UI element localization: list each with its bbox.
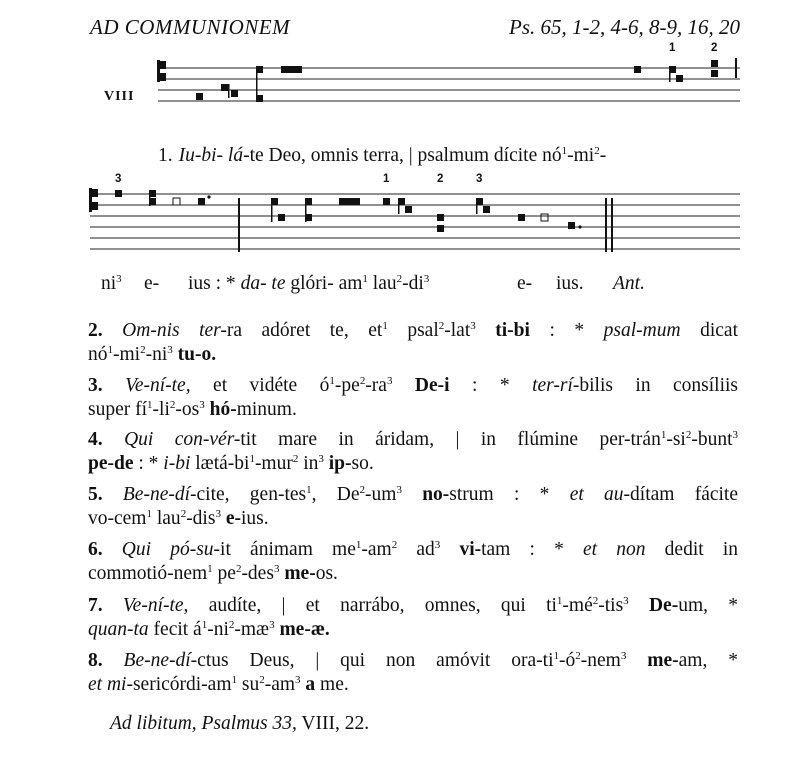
verse-text: e- — [225, 508, 241, 529]
verse-text: ter-rí- — [532, 375, 580, 396]
verse-text: psal — [387, 320, 439, 341]
verse-superscript: 2 — [575, 650, 581, 662]
verse-text — [402, 484, 422, 505]
episema-number: 2 — [711, 42, 718, 54]
episema-number: 2 — [437, 173, 444, 185]
verse-text: os. — [315, 563, 338, 584]
episema-number: 1 — [383, 173, 390, 185]
verse-text: Be-ne-dí- — [123, 650, 198, 671]
verse-superscript: 1 — [556, 595, 563, 607]
verse-3 — [88, 374, 738, 422]
verse-text: tam : * — [481, 539, 584, 560]
verse-text: no- — [422, 484, 450, 505]
verse-number: 7. — [88, 595, 103, 616]
verse-number: 4. — [88, 429, 103, 450]
verse-superscript: 1 — [201, 619, 208, 631]
verse-text: um, * — [678, 595, 739, 616]
verse-superscript: 2 — [685, 429, 692, 441]
verse-text: -li — [152, 399, 170, 420]
verse-superscript: 2 — [359, 484, 366, 496]
verse-superscript: 3 — [423, 273, 430, 285]
verse-8 — [88, 649, 738, 697]
verse-superscript: 3 — [269, 619, 275, 631]
episema-number: 3 — [115, 173, 122, 185]
verse-line — [88, 374, 738, 398]
verse-superscript: 3 — [199, 399, 205, 411]
verse-text: De-i — [414, 375, 450, 396]
verse-text: Iu-bi- lá- — [178, 145, 250, 166]
verse-text: : * — [529, 320, 604, 341]
verse-text: nó — [88, 344, 108, 365]
verse-text: Be-ne-dí- — [122, 484, 197, 505]
verse-text: -mæ — [234, 619, 270, 640]
verse-text: -nem — [580, 650, 621, 671]
verse-superscript: 2 — [292, 453, 299, 465]
c-clef-icon — [89, 188, 98, 212]
verse-superscript: 1 — [355, 539, 362, 551]
verse-text: : * — [133, 453, 164, 474]
verse-superscript: 2 — [594, 145, 600, 157]
verse-text: -si — [666, 429, 686, 450]
verse-text: Ve-ní-te, — [122, 595, 189, 616]
verse-line — [88, 319, 738, 343]
verse-superscript: 3 — [396, 484, 402, 496]
verse-text: ra adóret te, et — [226, 320, 383, 341]
verse-text: Qui pó-su- — [121, 539, 221, 560]
verse-text — [392, 375, 414, 396]
verse-number: 1. — [158, 145, 173, 166]
verse-superscript: 1 — [362, 273, 368, 285]
verse-text: - — [599, 145, 607, 166]
episema-number: 1 — [669, 42, 676, 54]
verse-text: -um — [365, 484, 397, 505]
verse-text: so. — [351, 453, 374, 474]
verse-6 — [88, 538, 738, 586]
verse-text: -bunt — [691, 429, 733, 450]
verse-text: da- te — [240, 273, 286, 294]
verse-text: hó- — [209, 399, 237, 420]
verse-4 — [88, 428, 738, 476]
underlay-syllable — [144, 272, 159, 296]
verse-number: 8. — [88, 650, 103, 671]
verse-line — [88, 483, 738, 507]
verse-superscript: 3 — [295, 674, 301, 686]
verse-text: cite, gen-tes — [196, 484, 307, 505]
verse-7 — [88, 594, 738, 642]
verse-superscript: 2 — [592, 595, 599, 607]
verse-text: -mé — [562, 595, 593, 616]
verse-text: -tis — [598, 595, 624, 616]
verse-text — [629, 595, 649, 616]
verse-text: in — [298, 453, 319, 474]
verse-text: -am — [361, 539, 392, 560]
verse-text: et vidéte ó — [190, 375, 330, 396]
verse-text: su — [237, 674, 260, 695]
verse-text: it ánimam me — [220, 539, 356, 560]
verse-line — [88, 594, 738, 618]
verse-line — [88, 618, 738, 642]
verse-text: me- — [284, 563, 316, 584]
verse-text: -des — [241, 563, 274, 584]
verse-superscript: 3 — [318, 453, 324, 465]
verse-superscript: 2 — [259, 674, 265, 686]
verse-superscript: 3 — [470, 320, 476, 332]
verse-superscript: 1 — [231, 674, 237, 686]
verse-superscript: 1 — [207, 563, 213, 575]
verse-text: -di — [402, 273, 424, 294]
page-title: AD COMMUNIONEM — [90, 15, 291, 39]
verse-text: -ó — [558, 650, 576, 671]
verse-text: et non — [583, 539, 646, 560]
verse-line — [88, 507, 738, 531]
verse-text: tu-o. — [177, 344, 217, 365]
underlay-syllable — [556, 272, 584, 296]
verse-text: audíte, | et narrábo, omnes, qui ti — [188, 595, 557, 616]
verse-superscript: 2 — [235, 563, 242, 575]
verse-text: sericórdi-am — [132, 674, 232, 695]
underlay-syllable — [517, 272, 532, 296]
verse-superscript: 2 — [169, 399, 176, 411]
verse-superscript: 1 — [553, 650, 559, 662]
verse-text: Ve-ní-te, — [125, 375, 191, 396]
verse-superscript: 1 — [249, 453, 255, 465]
episema-number: 3 — [476, 173, 483, 185]
verse-text: -mur — [254, 453, 293, 474]
verse-5 — [88, 483, 738, 531]
verse-superscript: 3 — [273, 563, 280, 575]
verse-superscript: 2 — [391, 539, 398, 551]
verse-text — [440, 539, 459, 560]
verse-text: -dis — [186, 508, 216, 529]
verse-text: ius. — [556, 273, 584, 294]
neumes-staff-2 — [115, 190, 613, 252]
verse-text: lau — [367, 273, 397, 294]
verse-number: 3. — [88, 375, 103, 396]
underlay-syllable — [188, 272, 429, 296]
verse-superscript: 3 — [732, 429, 739, 441]
verse-text: te Deo, omnis terra, | psalmum dícite nó — [249, 145, 562, 166]
verse-text: -pe — [334, 375, 360, 396]
verse-text: dedit in — [645, 539, 739, 560]
verse-superscript: 1 — [660, 429, 667, 441]
verse-line — [88, 562, 738, 586]
verse-text: et mi- — [88, 674, 133, 695]
verse-text: ius : * — [188, 273, 241, 294]
verse-text: a — [305, 674, 316, 695]
verse-number: 5. — [88, 484, 103, 505]
verse-text: bilis in consíliis — [579, 375, 739, 396]
verse-superscript: 3 — [623, 595, 629, 607]
verse-number: 6. — [88, 539, 103, 560]
verse-text: : * — [449, 375, 533, 396]
verse-text: minum. — [236, 399, 297, 420]
verse-text: psal-mum — [603, 320, 681, 341]
verse-text: ni — [101, 273, 117, 294]
verse-superscript: 2 — [180, 508, 187, 520]
verse-superscript: 1 — [107, 344, 113, 356]
verse-text: -os — [175, 399, 200, 420]
verse-superscript: 3 — [116, 273, 122, 285]
verse-text: Qui con-vér- — [124, 429, 241, 450]
verse-text: tit mare in áridam, | in flúmine per-trán — [240, 429, 661, 450]
verse-text: me-æ. — [279, 619, 330, 640]
verse-superscript: 2 — [396, 273, 403, 285]
verse-text: -ni — [207, 619, 229, 640]
verse-line — [88, 538, 738, 562]
verse-superscript: 3 — [434, 539, 441, 551]
verse-superscript: 3 — [386, 375, 393, 387]
verse-text: e- — [144, 273, 160, 294]
verse-text: -lat — [444, 320, 471, 341]
verse-text: lau — [151, 508, 181, 529]
verse-superscript: 1 — [329, 375, 335, 387]
verse-line — [88, 673, 738, 697]
verse-superscript: 1 — [146, 508, 152, 520]
psalm-reference: Ps. 65, 1-2, 4-6, 8-9, 16, 20 — [509, 15, 740, 39]
verse-superscript: 3 — [215, 508, 221, 520]
verse-text: Om-nis ter- — [122, 320, 227, 341]
verse-text: am, * — [678, 650, 739, 671]
verse-text: , De — [311, 484, 360, 505]
verse-superscript: 2 — [140, 344, 146, 356]
verse-text: -am — [264, 674, 296, 695]
verse-text: Ant. — [613, 273, 645, 294]
verse-text: i-bi — [163, 453, 191, 474]
footer-note — [110, 713, 369, 735]
verse-text: vi- — [459, 539, 482, 560]
verse-text: ad — [397, 539, 435, 560]
verse-text: super fí — [88, 399, 148, 420]
verse-text: dicat — [680, 320, 739, 341]
verse-text: dítam fácite — [630, 484, 738, 505]
verse-number: 2. — [88, 320, 103, 341]
verse-text: e- — [517, 273, 533, 294]
footer-italic: Ad libitum, Psalmus 33, — [110, 713, 297, 734]
verse-superscript: 1 — [306, 484, 312, 496]
verse-line — [88, 649, 738, 673]
verse-text — [476, 320, 496, 341]
underlay-syllable — [101, 272, 122, 296]
verse-text: -ra — [365, 375, 387, 396]
verse-2 — [88, 319, 738, 367]
verse-line — [88, 452, 738, 476]
verse-superscript: 2 — [438, 320, 445, 332]
verse-text: ti-bi — [495, 320, 530, 341]
verse-text: vo-cem — [88, 508, 147, 529]
verse-superscript: 1 — [561, 145, 568, 157]
verse-superscript: 3 — [620, 650, 627, 662]
verse-superscript: 1 — [147, 399, 153, 411]
verse-text: strum : * — [449, 484, 570, 505]
verse-line — [88, 428, 738, 452]
verse-text: glóri- am — [285, 273, 363, 294]
verse-text: lætá-bi — [190, 453, 250, 474]
mode-label: VIII — [104, 89, 135, 104]
verse-text: fecit á — [148, 619, 202, 640]
verse-line — [88, 398, 738, 422]
verse-superscript: 3 — [167, 344, 173, 356]
verse-superscript: 1 — [382, 320, 388, 332]
verse-superscript: 2 — [228, 619, 235, 631]
verse-text: ip- — [328, 453, 352, 474]
verse-text: -ni — [145, 344, 168, 365]
verse-text: -mi — [113, 344, 141, 365]
verse-text: me- — [647, 650, 679, 671]
verse-superscript: 2 — [359, 375, 366, 387]
footer-roman: VIII, 22. — [296, 713, 370, 734]
verse-line — [88, 343, 738, 367]
verse-text: De- — [648, 595, 679, 616]
verse-text: et au- — [569, 484, 631, 505]
antiphon-label — [613, 272, 645, 296]
verse-text: pe-de — [88, 453, 134, 474]
verse-text: -mi — [567, 145, 595, 166]
verse-text: commotió-nem — [88, 563, 208, 584]
verse-text: quan-ta — [88, 619, 149, 640]
verse-text: me. — [315, 674, 349, 695]
verse-text: ctus Deus, | qui non amóvit ora-ti — [197, 650, 554, 671]
verse-text: pe — [212, 563, 236, 584]
verse-text: ius. — [240, 508, 269, 529]
verse-text — [626, 650, 647, 671]
